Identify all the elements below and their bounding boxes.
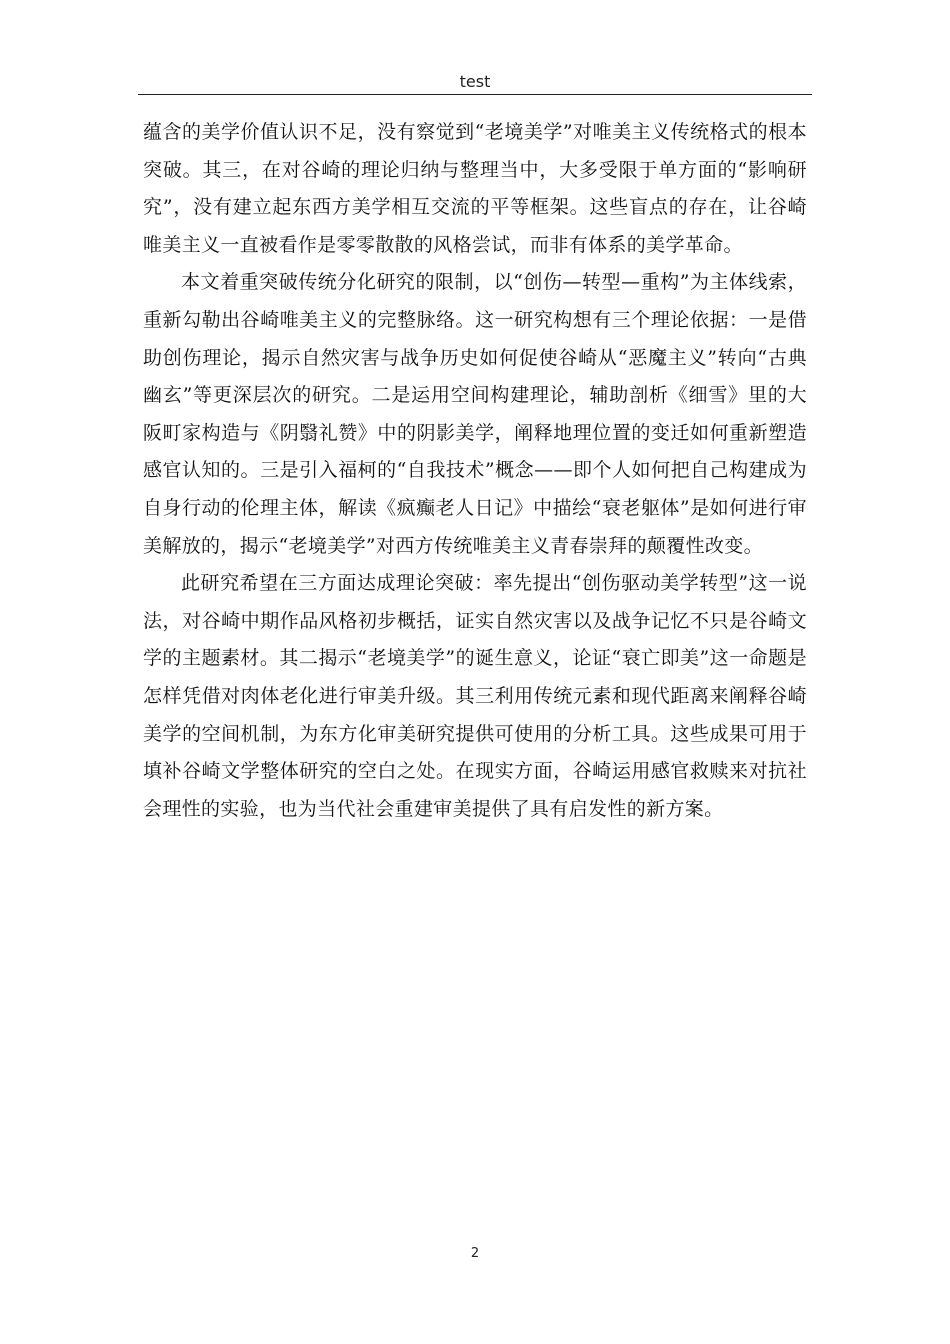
header-title: test <box>459 72 491 91</box>
body-text <box>143 114 807 828</box>
paragraph-3: 此研究希望在三方面达成理论突破：率先提出“创伤驱动美学转型”这一说法，对谷崎中期作品风格初步概括，证实自然灾害以及战争记忆不只是谷崎文学的主题素材。其二揭示“老境美学”的诞生意义，论证“衰亡即美”这一命题是怎样凭借对肉体老化进行审美升级。其三利用传统元素和现代距离来阐释谷崎美学的空间机制，为东方化审美研究提供可使用的分析工具。这些成果可用于填补谷崎文学整体研究的空白之处。在现实方面，谷崎运用感官救赎来对抗社会理性的实验，也为当代社会重建审美提供了具有启发性的新方案。 <box>143 572 807 820</box>
page-header <box>138 70 812 95</box>
page-number: 2 <box>470 1246 480 1261</box>
paragraph-2: 本文着重突破传统分化研究的限制，以“创伤—转型—重构”为主体线索，重新勾勒出谷崎唯美主义的完整脉络。这一研究构想有三个理论依据：一是借助创伤理论，揭示自然灾害与战争历史如何促使谷崎从“恶魔主义”转向“古典幽玄”等更深层次的研究。二是运用空间构建理论，辅助剖析《细雪》里的大阪町家构造与《阴翳礼赞》中的阴影美学，阐释地理位置的变迁如何重新塑造感官认知的。三是引入福柯的“自我技术”概念——即个人如何把自己构建成为自身行动的伦理主体，解读《疯癫老人日记》中描绘“衰老躯体”是如何进行审美解放的，揭示“老境美学”对西方传统唯美主义青春崇拜的颠覆性改变。 <box>143 271 807 557</box>
paragraph-1: 蕴含的美学价值认识不足，没有察觉到“老境美学”对唯美主义传统格式的根本突破。其三，在对谷崎的理论归纳与整理当中，大多受限于单方面的“影响研究”，没有建立起东西方美学相互交流的平等框架。这些盲点的存在，让谷崎唯美主义一直被看作是零零散散的风格尝试，而非有体系的美学革命。 <box>143 121 807 256</box>
